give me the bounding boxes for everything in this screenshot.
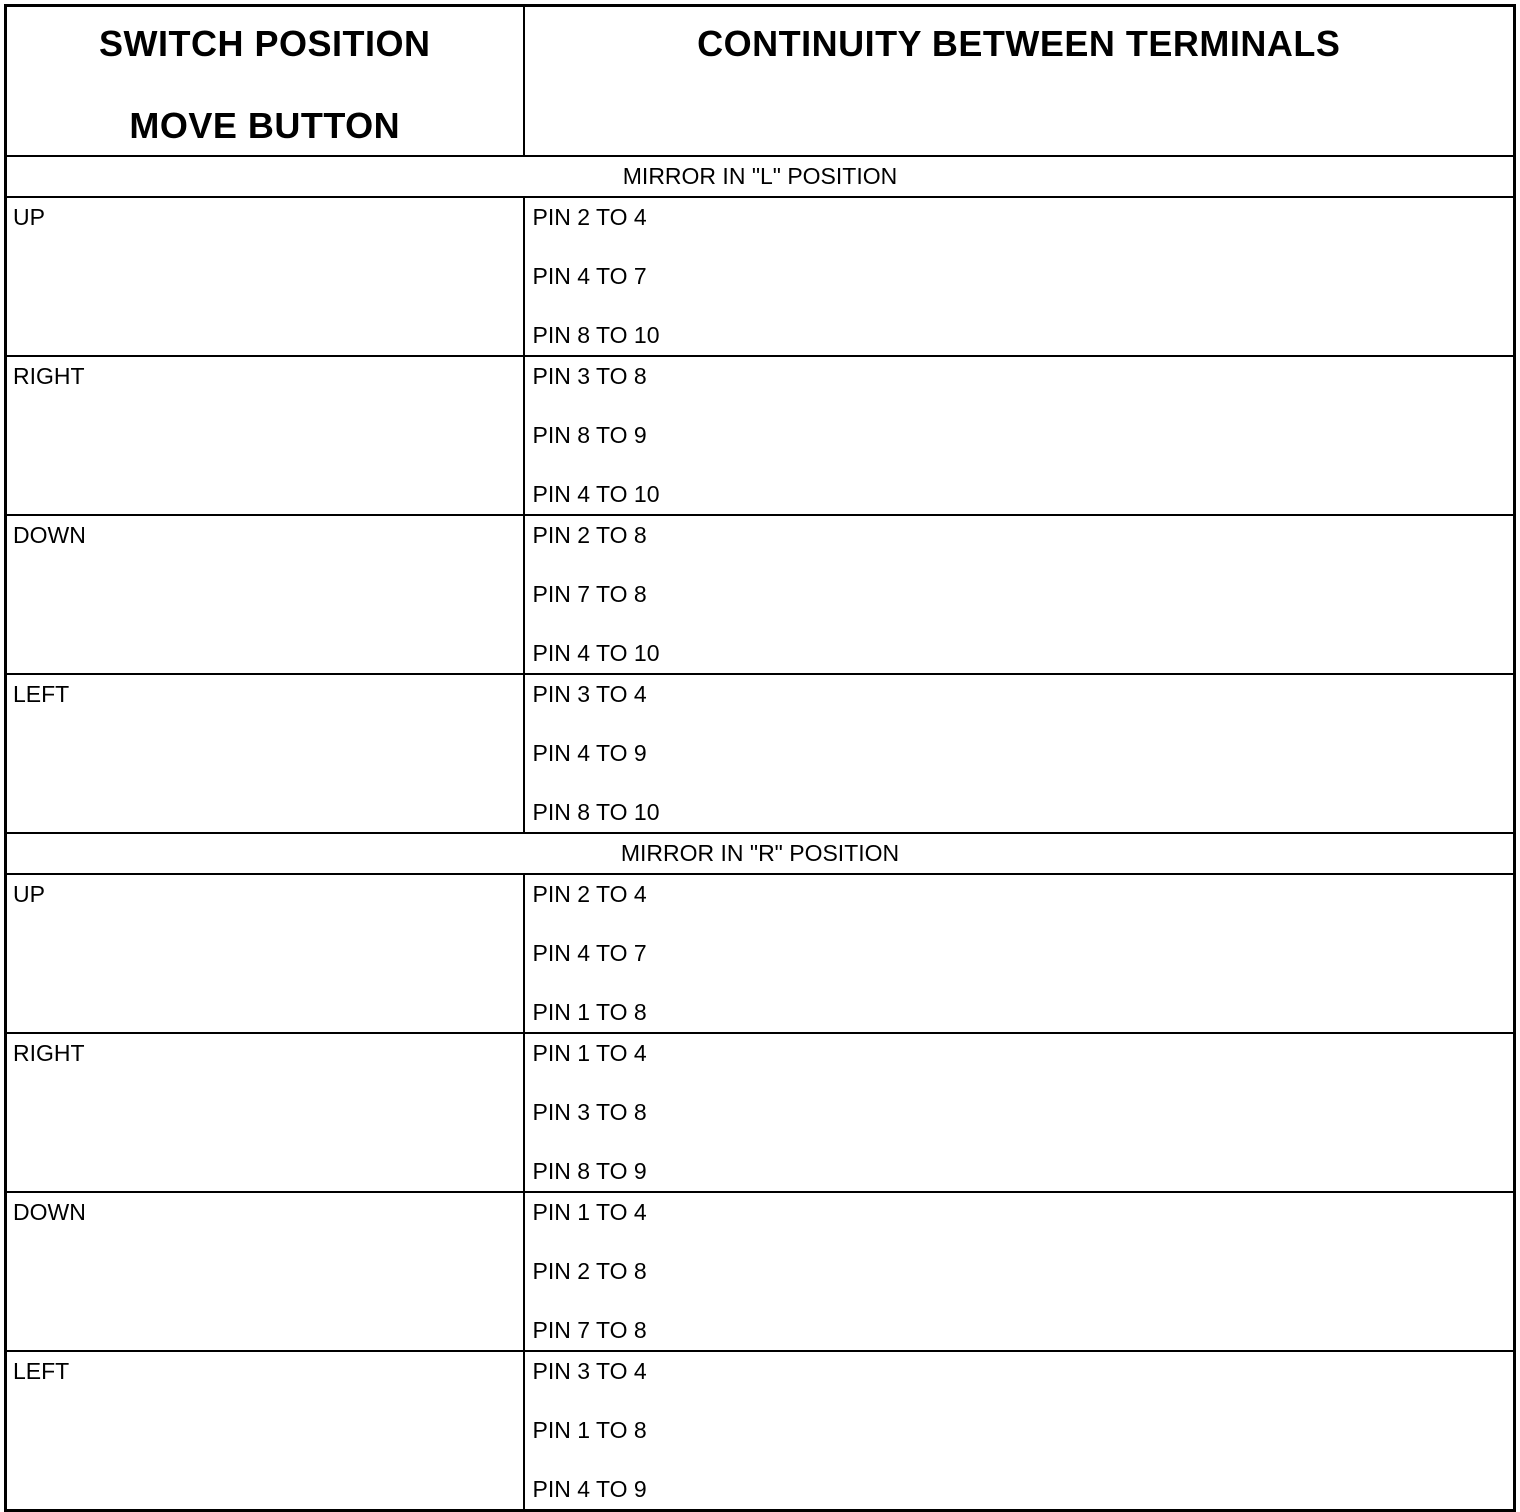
continuity-cell [524,356,1515,515]
pin-pair: PIN 4 TO 9 [532,1476,647,1502]
continuity-cell [524,874,1515,1033]
pin-pair: PIN 8 TO 10 [532,322,660,348]
continuity-table [4,4,1516,1512]
switch-position-cell: UP [6,874,524,1033]
switch-position-cell: DOWN [6,515,524,674]
pin-pair: PIN 8 TO 10 [532,799,660,825]
continuity-cell [524,1033,1515,1192]
section-title-mirror-l: MIRROR IN "L" POSITION [6,156,1515,197]
continuity-cell [524,197,1515,356]
pin-pair: PIN 4 TO 9 [532,740,647,766]
pin-pair: PIN 2 TO 4 [532,881,647,907]
table-row [6,1033,1515,1192]
pin-pair: PIN 3 TO 8 [532,363,647,389]
switch-position-cell: LEFT [6,674,524,833]
table-row [6,1351,1515,1511]
table-row [6,1192,1515,1351]
pin-pair: PIN 1 TO 4 [532,1040,647,1066]
pin-pair: PIN 3 TO 8 [532,1099,647,1125]
pin-pair: PIN 4 TO 7 [532,263,647,289]
section-row-mirror-r [6,833,1515,874]
pin-pair: PIN 4 TO 10 [532,481,660,507]
switch-position-header [6,6,524,157]
table-row [6,674,1515,833]
continuity-cell [524,515,1515,674]
pin-pair: PIN 8 TO 9 [532,422,647,448]
pin-pair: PIN 7 TO 8 [532,1317,647,1343]
switch-position-header-line1: SWITCH POSITION [99,23,431,64]
pin-pair: PIN 2 TO 8 [532,1258,647,1284]
pin-pair: PIN 4 TO 10 [532,640,660,666]
pin-pair: PIN 1 TO 4 [532,1199,647,1225]
table-row [6,515,1515,674]
continuity-cell [524,1351,1515,1511]
move-button-header-line2: MOVE BUTTON [129,105,401,146]
table-row [6,356,1515,515]
pin-pair: PIN 2 TO 4 [532,204,647,230]
pin-pair: PIN 7 TO 8 [532,581,647,607]
switch-position-cell: LEFT [6,1351,524,1511]
pin-pair: PIN 2 TO 8 [532,522,647,548]
pin-pair: PIN 4 TO 7 [532,940,647,966]
pin-pair: PIN 3 TO 4 [532,1358,647,1384]
continuity-cell [524,674,1515,833]
table-row [6,197,1515,356]
pin-pair: PIN 3 TO 4 [532,681,647,707]
switch-position-cell: RIGHT [6,356,524,515]
switch-position-cell: DOWN [6,1192,524,1351]
switch-position-cell: RIGHT [6,1033,524,1192]
pin-pair: PIN 8 TO 9 [532,1158,647,1184]
pin-pair: PIN 1 TO 8 [532,1417,647,1443]
pin-pair: PIN 1 TO 8 [532,999,647,1025]
table-row [6,874,1515,1033]
section-title-mirror-r: MIRROR IN "R" POSITION [6,833,1515,874]
section-row-mirror-l [6,156,1515,197]
continuity-cell [524,1192,1515,1351]
switch-position-cell: UP [6,197,524,356]
continuity-header: CONTINUITY BETWEEN TERMINALS [524,6,1515,157]
table-header-row [6,6,1515,157]
